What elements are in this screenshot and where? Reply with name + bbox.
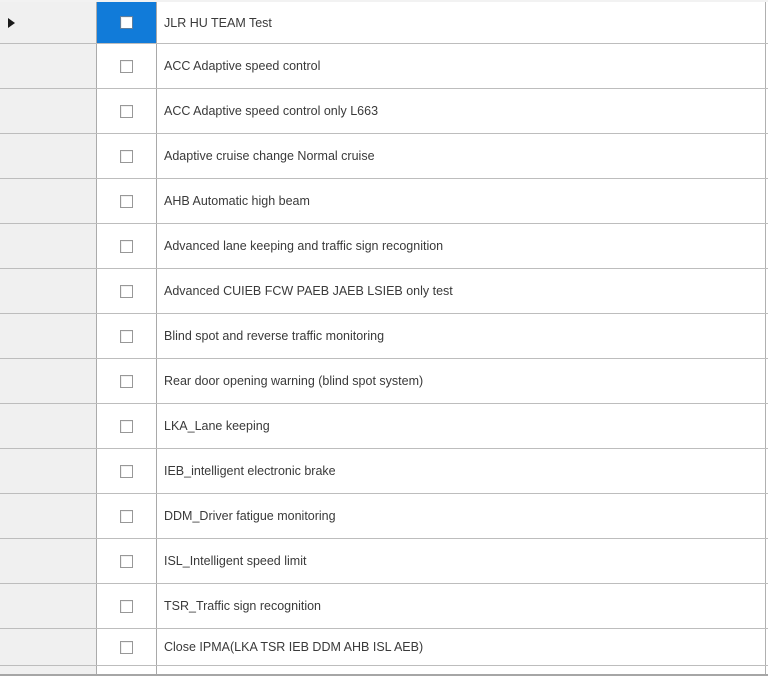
current-row-arrow-icon <box>8 18 15 28</box>
table-row[interactable] <box>0 314 768 359</box>
row-label: ISL_Intelligent speed limit <box>164 554 307 568</box>
row-label: Advanced lane keeping and traffic sign recognition <box>164 239 444 253</box>
checkbox-cell[interactable] <box>97 494 157 538</box>
table-row[interactable] <box>0 269 768 314</box>
table-row[interactable] <box>0 539 768 584</box>
row-label: Close IPMA(LKA TSR IEB DDM AHB ISL AEB) <box>164 640 424 654</box>
row-header-cell[interactable] <box>0 494 97 538</box>
row-label: JLR HU TEAM Test <box>164 15 272 30</box>
row-header-cell[interactable] <box>0 584 97 628</box>
checkbox-cell[interactable] <box>97 44 157 88</box>
table-row[interactable] <box>0 89 768 134</box>
checkbox-cell[interactable] <box>97 269 157 313</box>
checkbox-cell[interactable] <box>97 449 157 493</box>
table-row[interactable] <box>0 494 768 539</box>
table-row[interactable] <box>0 404 768 449</box>
row-header-cell[interactable] <box>0 666 97 674</box>
label-cell[interactable] <box>157 404 766 448</box>
row-label: ACC Adaptive speed control <box>164 59 321 73</box>
label-cell[interactable] <box>157 666 766 674</box>
label-cell[interactable] <box>157 359 766 403</box>
row-label: DDM_Driver fatigue monitoring <box>164 509 336 523</box>
row-header-cell[interactable] <box>0 449 97 493</box>
row-checkbox[interactable] <box>120 420 133 433</box>
row-checkbox[interactable] <box>120 240 133 253</box>
row-label: TSR_Traffic sign recognition <box>164 599 322 613</box>
row-checkbox[interactable] <box>120 375 133 388</box>
checkbox-cell[interactable] <box>97 314 157 358</box>
label-cell[interactable] <box>157 584 766 628</box>
checkbox-cell[interactable] <box>97 404 157 448</box>
row-checkbox[interactable] <box>120 60 133 73</box>
row-checkbox[interactable] <box>120 465 133 478</box>
row-header-cell[interactable] <box>0 404 97 448</box>
label-cell[interactable] <box>157 179 766 223</box>
row-header-cell[interactable] <box>0 629 97 665</box>
checkbox-cell[interactable] <box>97 629 157 665</box>
table-row[interactable] <box>0 629 768 666</box>
row-label: Advanced CUIEB FCW PAEB JAEB LSIEB only test <box>164 284 453 298</box>
table-row[interactable] <box>0 179 768 224</box>
label-cell[interactable] <box>157 2 766 43</box>
row-checkbox[interactable] <box>120 105 133 118</box>
label-cell[interactable] <box>157 44 766 88</box>
row-label: LKA_Lane keeping <box>164 419 270 433</box>
row-header-cell[interactable] <box>0 359 97 403</box>
label-cell[interactable] <box>157 89 766 133</box>
row-checkbox[interactable] <box>120 510 133 523</box>
table-row[interactable] <box>0 359 768 404</box>
label-cell[interactable] <box>157 539 766 583</box>
table-row[interactable] <box>0 449 768 494</box>
table-row[interactable] <box>0 666 768 676</box>
row-label: Adaptive cruise change Normal cruise <box>164 149 375 163</box>
row-checkbox[interactable] <box>120 641 133 654</box>
checkbox-cell[interactable] <box>97 134 157 178</box>
checkbox-cell[interactable] <box>97 359 157 403</box>
row-header-cell[interactable] <box>0 269 97 313</box>
row-checkbox[interactable] <box>120 330 133 343</box>
table-row[interactable] <box>0 134 768 179</box>
row-label: ACC Adaptive speed control only L663 <box>164 104 379 118</box>
checkbox-cell[interactable] <box>97 2 157 43</box>
checkbox-cell[interactable] <box>97 179 157 223</box>
row-header-cell[interactable] <box>0 179 97 223</box>
row-header-cell[interactable] <box>0 539 97 583</box>
checkbox-cell[interactable] <box>97 89 157 133</box>
row-header-cell[interactable] <box>0 134 97 178</box>
row-checkbox[interactable] <box>120 150 133 163</box>
row-checkbox[interactable] <box>120 600 133 613</box>
label-cell[interactable] <box>157 134 766 178</box>
label-cell[interactable] <box>157 449 766 493</box>
checkbox-cell[interactable] <box>97 539 157 583</box>
checkbox-cell[interactable] <box>97 666 157 674</box>
row-header-cell[interactable] <box>0 44 97 88</box>
row-label: Blind spot and reverse traffic monitoring <box>164 329 385 343</box>
row-header-cell[interactable] <box>0 89 97 133</box>
table-row[interactable] <box>0 44 768 89</box>
checkbox-cell[interactable] <box>97 224 157 268</box>
row-label: AHB Automatic high beam <box>164 194 310 208</box>
table-row[interactable] <box>0 584 768 629</box>
row-header-cell[interactable] <box>0 224 97 268</box>
table-row[interactable] <box>0 224 768 269</box>
label-cell[interactable] <box>157 494 766 538</box>
row-header-cell[interactable] <box>0 314 97 358</box>
table-row[interactable] <box>0 2 768 44</box>
row-label: IEB_intelligent electronic brake <box>164 464 336 478</box>
checkbox-cell[interactable] <box>97 584 157 628</box>
label-cell[interactable] <box>157 269 766 313</box>
row-checkbox[interactable] <box>120 555 133 568</box>
row-checkbox[interactable] <box>120 195 133 208</box>
label-cell[interactable] <box>157 629 766 665</box>
row-checkbox[interactable] <box>120 16 133 29</box>
row-checkbox[interactable] <box>120 285 133 298</box>
label-cell[interactable] <box>157 224 766 268</box>
label-cell[interactable] <box>157 314 766 358</box>
row-header-cell[interactable] <box>0 2 97 43</box>
row-label: Rear door opening warning (blind spot system) <box>164 374 424 388</box>
